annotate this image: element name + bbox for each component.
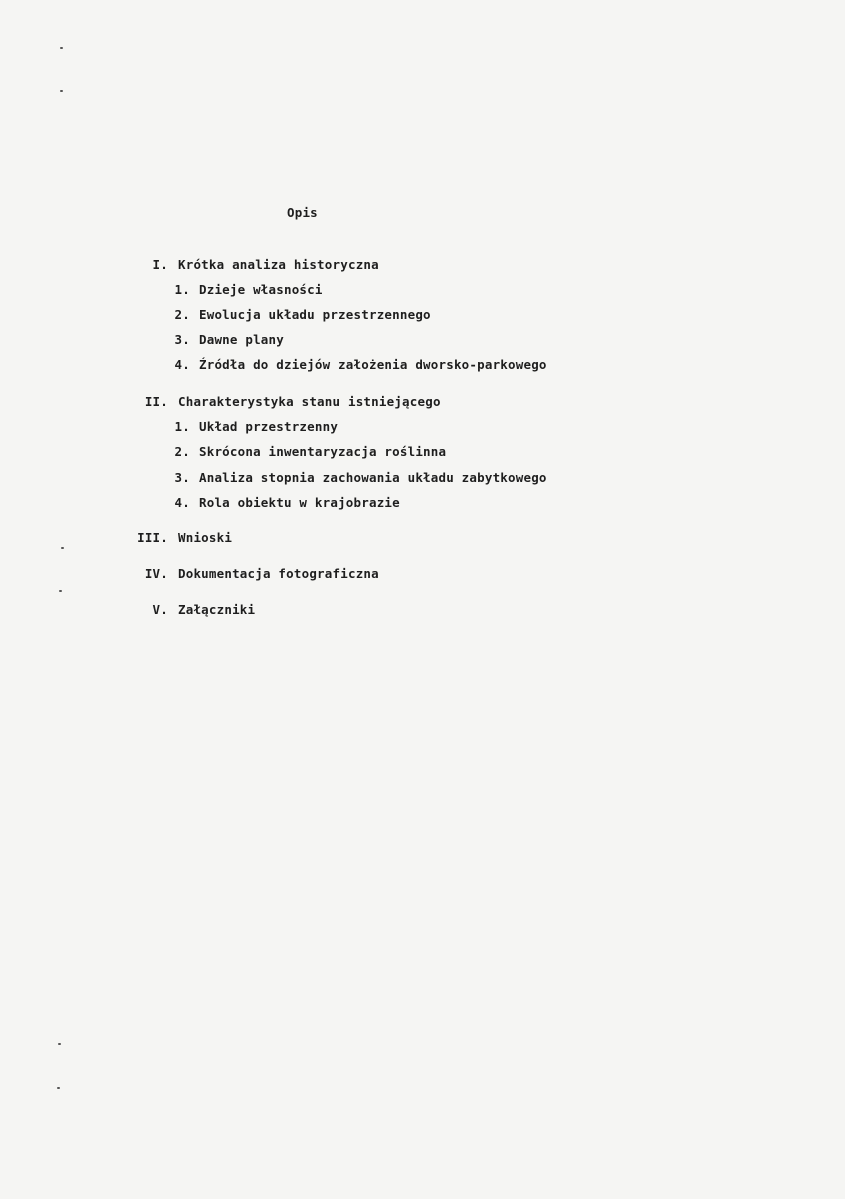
- section-heading: [128, 602, 255, 618]
- scan-speck: [60, 90, 63, 92]
- scan-speck: [58, 1043, 61, 1045]
- section-label: Krótka analiza historyczna: [178, 257, 379, 272]
- section-numeral: III.: [137, 530, 168, 545]
- list-item: [172, 495, 400, 511]
- section-label: Dokumentacja fotograficzna: [178, 566, 379, 581]
- section-numeral: V.: [152, 602, 168, 617]
- list-item: [172, 419, 338, 435]
- item-label: Rola obiektu w krajobrazie: [199, 495, 400, 510]
- list-item: [172, 444, 446, 460]
- section-numeral: II.: [144, 394, 168, 409]
- item-label: Dawne plany: [199, 332, 284, 347]
- section-label: Wnioski: [178, 530, 233, 545]
- item-number: 1.: [174, 419, 190, 434]
- item-number: 4.: [174, 357, 190, 372]
- item-label: Układ przestrzenny: [199, 419, 339, 434]
- item-label: Skrócona inwentaryzacja roślinna: [199, 444, 447, 459]
- section-label: Charakterystyka stanu istniejącego: [178, 394, 441, 409]
- list-item: [172, 282, 323, 298]
- section-numeral: I.: [152, 257, 168, 272]
- section-numeral: IV.: [144, 566, 168, 581]
- section-heading: [128, 566, 379, 582]
- list-item: [172, 357, 547, 373]
- scan-speck: [59, 590, 62, 592]
- item-label: Analiza stopnia zachowania układu zabytkowego: [199, 470, 547, 485]
- scan-speck: [61, 547, 64, 549]
- item-number: 2.: [174, 307, 190, 322]
- item-label: Dzieje własności: [199, 282, 323, 297]
- section-heading: [128, 394, 441, 410]
- scan-speck: [60, 47, 63, 49]
- list-item: [172, 307, 431, 323]
- section-heading: [128, 530, 232, 546]
- item-label: Źródła do dziejów założenia dworsko-parkowego: [199, 357, 547, 372]
- item-number: 2.: [174, 444, 190, 459]
- scan-speck: [57, 1087, 60, 1089]
- list-item: [172, 470, 547, 486]
- page-title: Opis: [287, 205, 318, 220]
- section-label: Załączniki: [178, 602, 256, 617]
- item-label: Ewolucja układu przestrzennego: [199, 307, 431, 322]
- list-item: [172, 332, 284, 348]
- item-number: 4.: [174, 495, 190, 510]
- item-number: 1.: [174, 282, 190, 297]
- section-heading: [128, 257, 379, 273]
- item-number: 3.: [174, 332, 190, 347]
- item-number: 3.: [174, 470, 190, 485]
